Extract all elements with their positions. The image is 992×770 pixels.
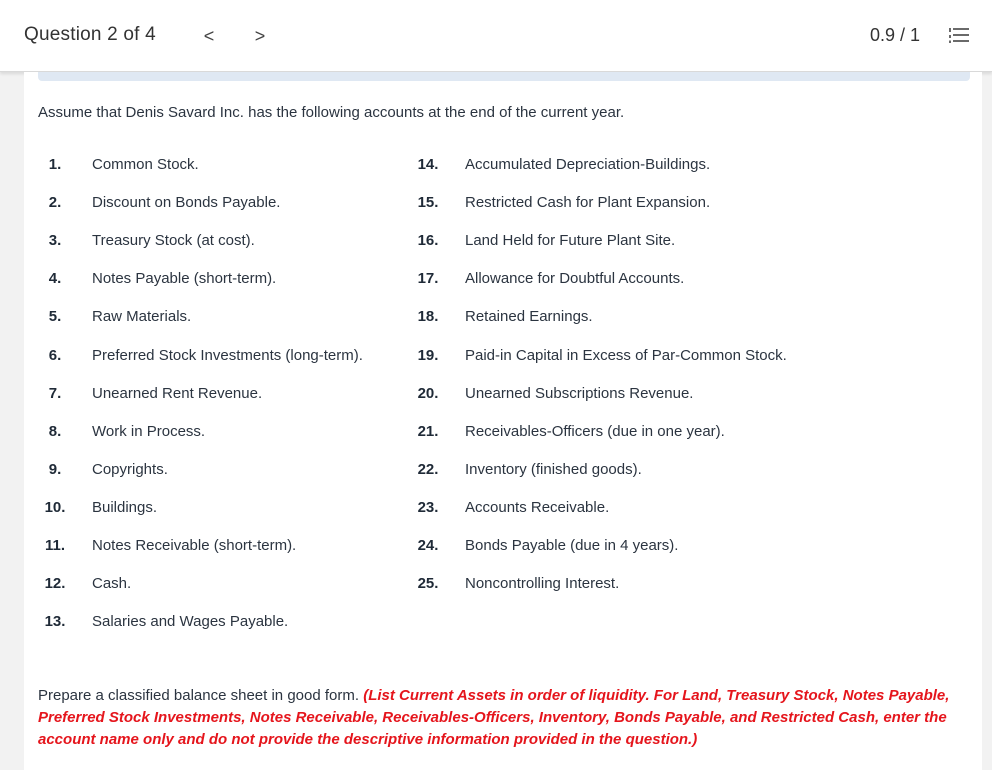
account-number: 16. [417,232,439,249]
account-name: Retained Earnings. [465,308,593,325]
account-item [411,232,971,254]
account-item [411,347,971,369]
account-name: Accumulated Depreciation-Buildings. [465,156,711,173]
account-item [411,385,971,407]
account-name: Accounts Receivable. [465,499,610,516]
account-number: 3. [48,232,62,249]
instructions-lead: Prepare a classified balance sheet in good form. [38,687,364,704]
account-item [411,461,971,483]
account-number: 25. [417,575,439,592]
account-number: 5. [48,308,62,325]
account-number: 6. [48,347,62,364]
account-item [411,499,971,521]
account-number: 23. [417,499,439,516]
account-name: Cash. [92,575,132,592]
account-name: Inventory (finished goods). [465,461,642,478]
account-name: Notes Receivable (short-term). [92,537,297,554]
account-number: 24. [417,537,439,554]
account-name: Notes Payable (short-term). [92,270,277,287]
account-item [411,270,971,292]
account-item [411,575,971,597]
account-name: Paid-in Capital in Excess of Par-Common Stock. [465,347,787,364]
account-item [411,156,971,178]
score-display: 0.9 / 1 [869,25,920,45]
account-number: 11. [44,537,66,554]
account-name: Restricted Cash for Plant Expansion. [465,194,711,211]
account-number: 9. [48,461,62,478]
account-number: 22. [417,461,439,478]
account-item [411,308,971,330]
account-number: 12. [44,575,66,592]
account-number: 15. [417,194,439,211]
top-bar [0,0,992,72]
question-instructions [38,685,973,751]
account-name: Salaries and Wages Payable. [92,613,289,630]
account-item [411,537,971,559]
account-number: 17. [417,270,439,287]
account-name: Treasury Stock (at cost). [92,232,255,249]
account-item [38,613,598,635]
account-number: 4. [48,270,62,287]
account-number: 14. [417,156,439,173]
question-card [24,72,982,770]
account-name: Noncontrolling Interest. [465,575,620,592]
account-number: 7. [48,385,62,402]
card-header-band [38,72,970,81]
account-name: Receivables-Officers (due in one year). [465,423,725,440]
account-name: Bonds Payable (due in 4 years). [465,537,679,554]
account-name: Raw Materials. [92,308,192,325]
account-name: Work in Process. [92,423,206,440]
account-number: 13. [44,613,66,630]
account-number: 8. [48,423,62,440]
account-number: 1. [48,156,62,173]
account-number: 19. [417,347,439,364]
account-number: 18. [417,308,439,325]
account-name: Land Held for Future Plant Site. [465,232,676,249]
account-number: 10. [44,499,66,516]
account-name: Copyrights. [92,461,168,478]
list-icon[interactable] [948,26,970,44]
list-icon-graphic [948,26,970,44]
account-name: Buildings. [92,499,158,516]
question-counter: Question 2 of 4 [24,24,156,45]
account-name: Unearned Rent Revenue. [92,385,263,402]
account-number: 20. [417,385,439,402]
instructions-emphasis: (List Current Assets in order of liquidity. For Land, Treasury Stock, Notes Payable, Preferred Stock Investments, Notes Receivable, Receivables-Officers, Inventory, Bonds Payable, and Restricted Cash, enter the account name only and do not provide the descriptive information provided in the question.) [38,687,950,748]
account-number: 2. [48,194,62,211]
account-number: 21. [417,423,439,440]
account-name: Common Stock. [92,156,199,173]
account-name: Unearned Subscriptions Revenue. [465,385,694,402]
previous-question-button[interactable]: < [203,26,215,46]
question-intro: Assume that Denis Savard Inc. has the following accounts at the end of the current year. [38,104,625,121]
account-name: Discount on Bonds Payable. [92,194,281,211]
account-item [411,194,971,216]
account-name: Preferred Stock Investments (long-term). [92,347,363,364]
next-question-button[interactable]: > [254,26,266,46]
account-item [411,423,971,445]
account-name: Allowance for Doubtful Accounts. [465,270,685,287]
